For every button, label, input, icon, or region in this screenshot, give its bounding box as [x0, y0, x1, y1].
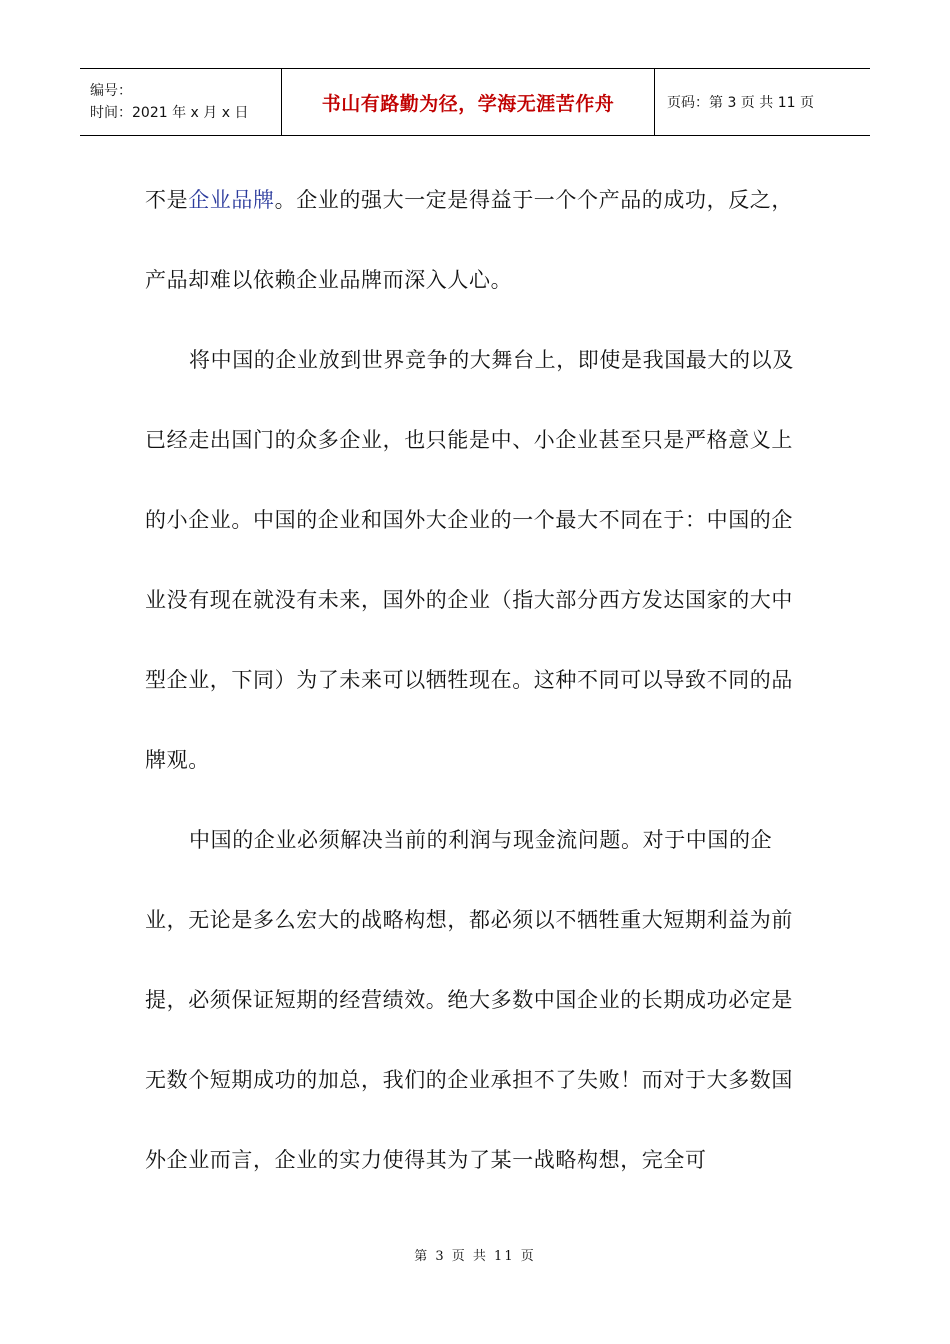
paragraph-2: 将中国的企业放到世界竞争的大舞台上，即使是我国最大的以及已经走出国门的众多企业，也只能是中、小企业甚至只是严格意义上的小企业。中国的企业和国外大企业的一个最大不同在于：中国的企业没有现在就没有未来，国外的企业（指大部分西方发达国家的大中型企业，下同）为了未来可以牺牲现在。这种不同可以导致不同的品牌观。: [145, 348, 794, 772]
document-time-label: 时间：2021 年 x 月 x 日: [90, 105, 249, 121]
header-page-number: 页码：第 3 页 共 11 页: [667, 95, 814, 111]
paragraph-3: 中国的企业必须解决当前的利润与现金流问题。对于中国的企业，无论是多么宏大的战略构想，都必须以不牺牲重大短期利益为前提，必须保证短期的经营绩效。绝大多数中国企业的长期成功必定是无数个短期成功的加总，我们的企业承担不了失败！而对于大多数国外企业而言，企业的实力使得其为了某一战略构想，完全可: [145, 828, 793, 1172]
enterprise-brand-link[interactable]: 企业品牌: [188, 188, 275, 212]
header-meta: [80, 69, 282, 135]
page-header: [80, 68, 870, 136]
header-motto: 书山有路勤为径，学海无涯苦作舟: [282, 69, 655, 135]
paragraph-1-rest: 。企业的强大一定是得益于一个个产品的成功，反之，产品却难以依赖企业品牌而深入人心。: [145, 188, 794, 292]
document-body: [145, 160, 805, 1200]
paragraph-1: [145, 160, 805, 320]
document-number-label: 编号：: [90, 83, 132, 99]
page-footer: 第 3 页 共 11 页: [414, 1249, 536, 1264]
paragraph-1-prefix: 不是: [145, 188, 189, 212]
